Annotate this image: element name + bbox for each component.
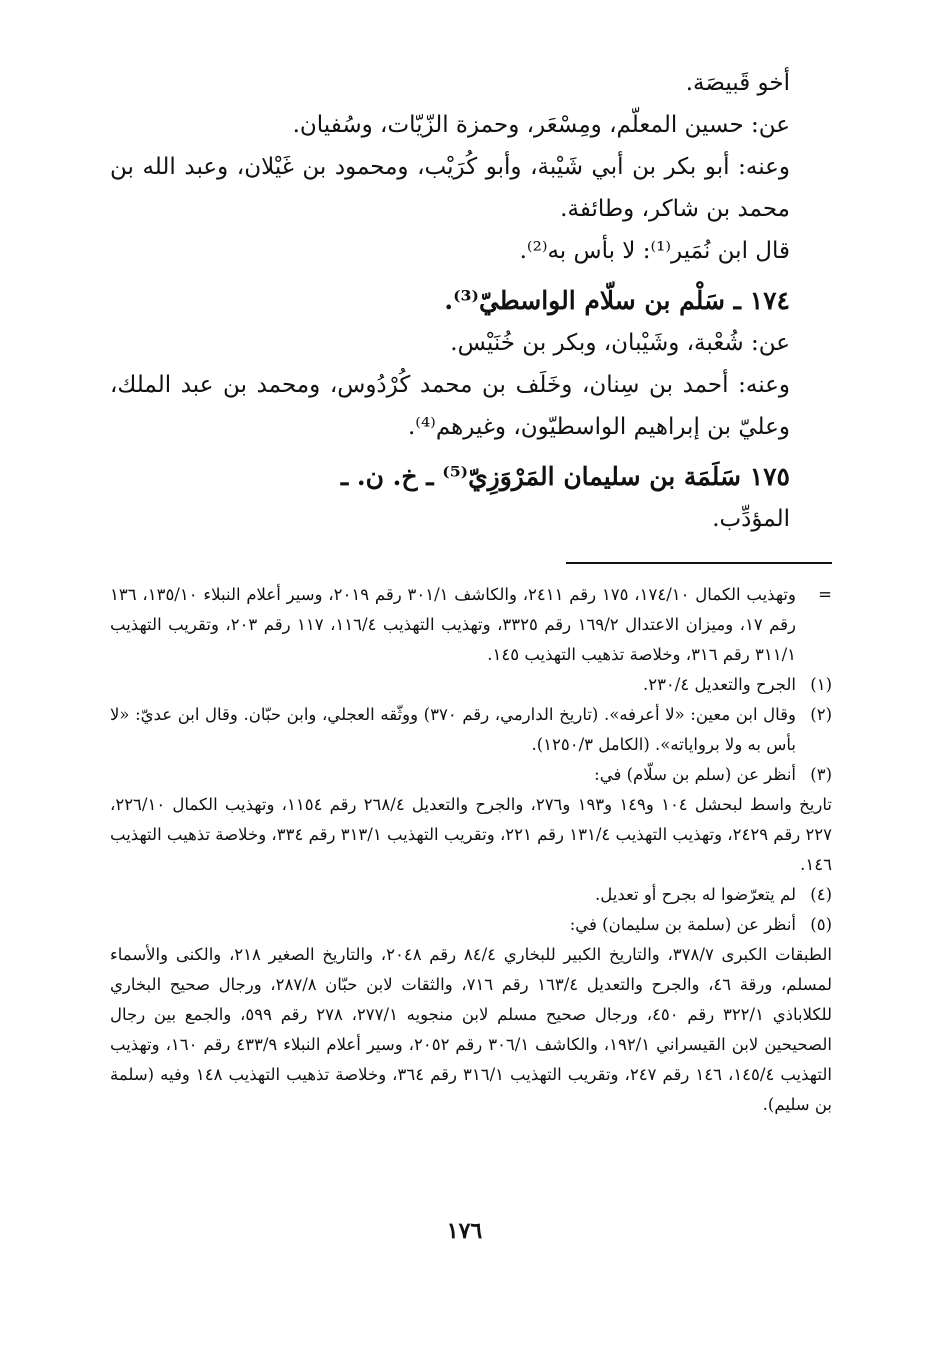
footnote-2-text: وقال ابن معين: «لا أعرفه». (تاريخ الدارمي، رقم ٣٧٠) ووثّقه العجلي، وابن حبّان. وقال ابن عديّ: «لا بأس به ولا برواياته». (الكامل ١٢٥٠/٣). [110, 705, 797, 754]
footnote-2-number: (٢) [810, 705, 832, 724]
main-line-3: وعنه: أبو بكر بن أبي شَيْبة، وأبو كُرَيْب، ومحمود بن غَيْلان، وعبد الله بن محمد بن شاكر، وطائفة. [110, 154, 790, 222]
footnote-4-text: لم يتعرّضوا له بجرح أو تعديل. [595, 885, 796, 904]
footnote-5-text: أنظر عن (سلمة بن سليمان) في: [569, 915, 796, 934]
main-line-4: قال ابن نُمَير⁽¹⁾: لا بأس به⁽²⁾. [519, 238, 790, 264]
footnote-2 [110, 700, 832, 760]
footnote-1-number: (١) [810, 675, 832, 694]
footnote-continuation [110, 580, 832, 670]
footnote-4 [110, 880, 832, 910]
footnote-1-text: الجرح والتعديل ٢٣٠/٤. [642, 675, 796, 694]
footnote-3-text: أنظر عن (سلم بن سلّام) في: [594, 765, 796, 784]
main-line-1: أخو قَبيصَة. [685, 70, 790, 96]
footnote-continuation-mark: = [818, 585, 832, 604]
footnote-divider [566, 562, 832, 564]
footnote-3 [110, 760, 832, 790]
page-number: ١٧٦ [446, 1218, 483, 1244]
page-body [110, 62, 832, 1120]
footnotes [110, 580, 832, 1120]
footnote-continuation-text: وتهذيب الكمال ١٧٤/١٠، ١٧٥ رقم ٢٤١١، والكاشف ٣٠١/١ رقم ٢٠١٩، وسير أعلام النبلاء ١٣٥/١٠، ١٣٦ رقم ١٧، وميزان الاعتدال ١٦٩/٢ رقم ٣٣٢٥، وتهذيب التهذيب ١١٦/٤، ١١٧ رقم ٢٠٣، وتقريب التهذيب ٣١١/١ رقم ٣١٦، وخلاصة تذهيب التهذيب ١٤٥. [110, 585, 796, 664]
entry-175-subtitle: المؤدِّب. [712, 506, 790, 532]
footnote-4-number: (٤) [810, 885, 832, 904]
footnote-5-number: (٥) [810, 915, 832, 934]
main-text [110, 62, 832, 540]
footnote-5 [110, 910, 832, 940]
footnote-3-number: (٣) [810, 765, 832, 784]
entry-174-title: ١٧٤ ـ سَلْم بن سلّام الواسطيّ⁽³⁾. [444, 286, 790, 315]
footnote-5-references: الطبقات الكبرى ٣٧٨/٧، والتاريخ الكبير للبخاري ٨٤/٤ رقم ٢٠٤٨، والتاريخ الصغير ٢١٨، والكنى والأسماء لمسلم، ورقة ٤٦، والجرح والتعديل ١٦٣/٤ رقم ٧١٦، والثقات لابن حبّان ٢٨٧/٨، ورجال صحيح البخاري للكلاباذي ٣٢٢/١ رقم ٤٥٠، ورجال صحيح مسلم لابن منجويه ٢٧٧/١، ٢٧٨ رقم ٥٩٩، والجمع بين رجال الصحيحين لابن القيسراني ١٩٢/١، والكاشف ٣٠٦/١ رقم ٢٠٥٢، وسير أعلام النبلاء ٤٣٣/٩ رقم ١٦٠، وتهذيب التهذيب ١٤٥/٤، ١٤٦ رقم ٢٤٧، وتقريب التهذيب ٣١٦/١ رقم ٣٦٤، وخلاصة تذهيب التهذيب ١٤٨ وفيه (سلمة بن سليم). [110, 945, 833, 1114]
entry-174-wanhu: وعنه: أحمد بن سِنان، وخَلَف بن محمد كُرْدُوس، ومحمد بن عبد الملك، وعليّ بن إبراهيم الواسطيّون، وغيرهم⁽⁴⁾. [110, 372, 790, 440]
footnote-1 [110, 670, 832, 700]
main-line-2: عن: حسين المعلّم، ومِسْعَر، وحمزة الزّيّات، وسُفيان. [292, 112, 790, 138]
entry-175-title: ١٧٥ سَلَمَة بن سليمان المَرْوَزِيّ⁽⁵⁾ ـ خ. ن. ـ [340, 462, 790, 491]
footnote-3-references: تاريخ واسط لبحشل ١٠٤ و١٤٩ و١٩٣ و٢٧٦، والجرح والتعديل ٢٦٨/٤ رقم ١١٥٤، وتهذيب الكمال ٢٢٦/١٠، ٢٢٧ رقم ٢٤٢٩، وتهذيب التهذيب ١٣١/٤ رقم ٢٢١، وتقريب التهذيب ٣١٣/١ رقم ٣٣٤، وخلاصة تذهيب التهذيب ١٤٦. [110, 795, 833, 874]
entry-174-an: عن: شُعْبة، وشَيْبان، وبكر بن خُنَيْس. [450, 330, 790, 356]
